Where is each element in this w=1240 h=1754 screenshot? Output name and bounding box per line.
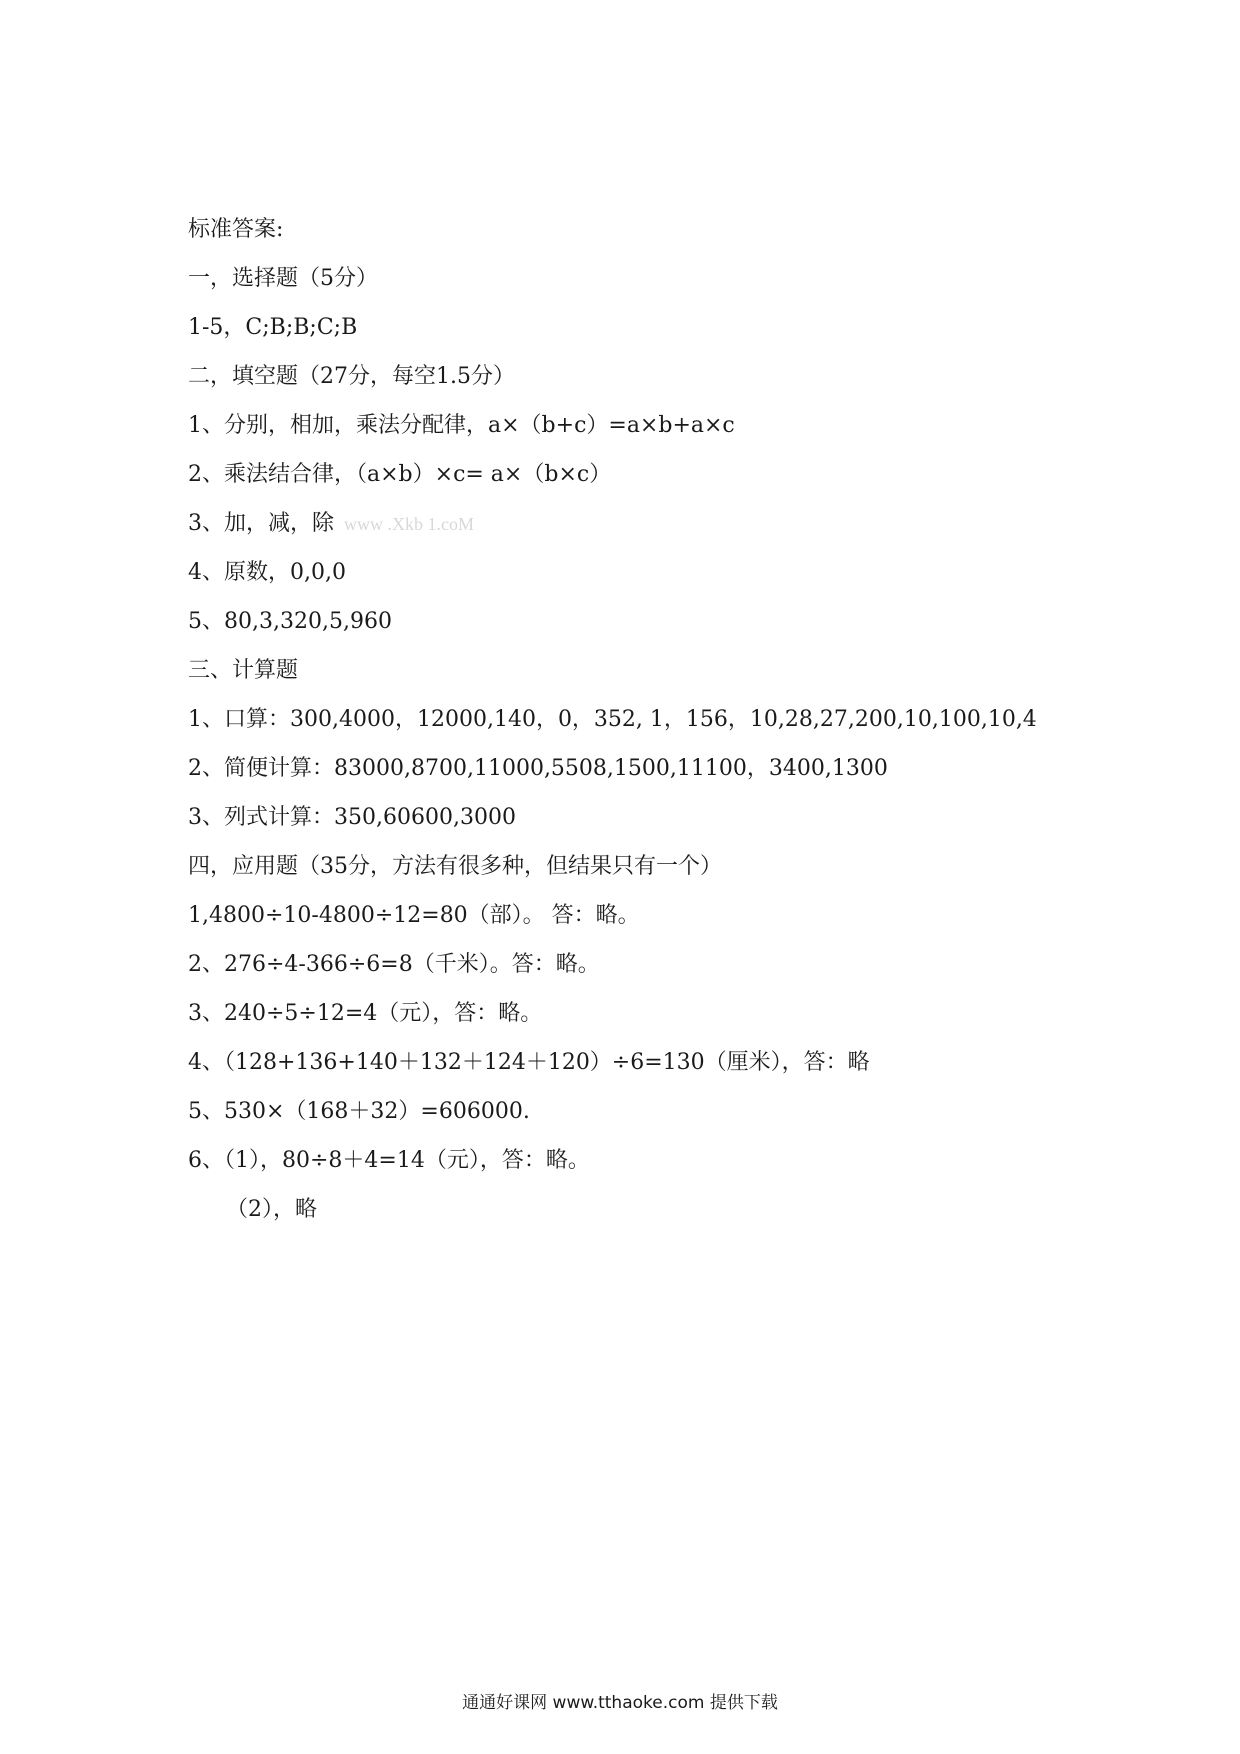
answer-line-with-watermark: [188, 499, 1168, 548]
answer-line: 2、276÷4-366÷6=8（千米）。答：略。: [188, 952, 600, 977]
section-heading-fill: 二，填空题（27分，每空1.5分）: [188, 364, 515, 389]
answer-line: 5、80,3,320,5,960: [188, 609, 392, 634]
answer-line: 1,4800÷10-4800÷12=80（部）。 答：略。: [188, 903, 640, 928]
answer-line: 1、分别，相加，乘法分配律，a×（b+c）=a×b+a×c: [188, 413, 735, 438]
section-heading-choice: 一，选择题（5分）: [188, 266, 378, 291]
answer-text: 3、加，减，除: [188, 511, 334, 536]
answer-line: 2、乘法结合律，（a×b）×c= a×（b×c）: [188, 462, 612, 487]
answer-line: 2、简便计算：83000,8700,11000,5508,1500,11100，3400,1300: [188, 756, 888, 781]
page-footer: 通通好课网 www.tthaoke.com 提供下载: [462, 1693, 778, 1713]
answer-sub-line: （2），略: [226, 1197, 317, 1222]
answer-line: 6、（1），80÷8＋4=14（元），答：略。: [188, 1148, 590, 1173]
answer-content: [188, 205, 1168, 1234]
answer-line: 3、列式计算：350,60600,3000: [188, 805, 516, 830]
document-title: 标准答案:: [188, 217, 284, 242]
answer-line: 3、240÷5÷12=4（元），答：略。: [188, 1001, 543, 1026]
answer-line: 4、原数，0,0,0: [188, 560, 346, 585]
section-heading-application: 四，应用题（35分，方法有很多种，但结果只有一个）: [188, 854, 722, 879]
answer-line: 4、（128+136+140＋132＋124＋120）÷6=130（厘米），答：略: [188, 1050, 870, 1075]
watermark-text: www .Xkb 1.coM: [344, 514, 474, 534]
answer-line: 1、口算：300,4000，12000,140，0，352, 1，156，10,28,27,200,10,100,10,4: [188, 707, 1037, 732]
section-heading-calc: 三、计算题: [188, 658, 299, 683]
answer-line: 1-5，C;B;B;C;B: [188, 315, 358, 340]
answer-line: 5、530×（168＋32）=606000.: [188, 1099, 530, 1124]
